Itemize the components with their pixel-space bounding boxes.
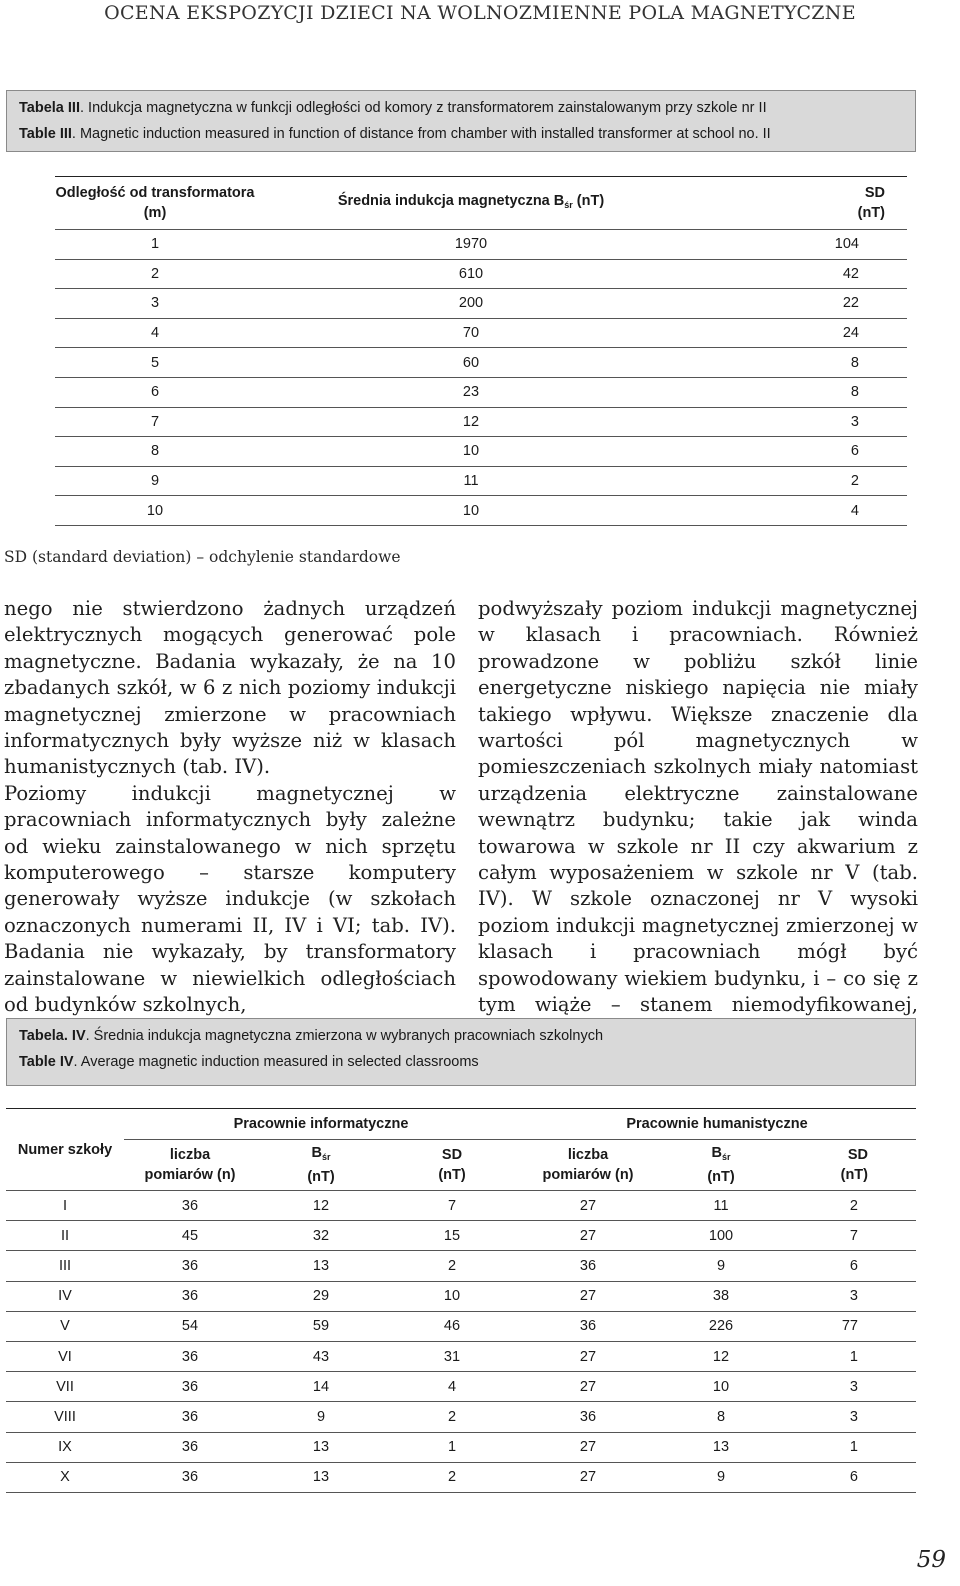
- table-cell: 10: [658, 1372, 784, 1402]
- table-cell: 7: [386, 1191, 518, 1221]
- table-cell: 22: [687, 289, 907, 319]
- table-cell: 1: [55, 230, 255, 260]
- table-cell: 9: [256, 1402, 386, 1432]
- header-it-sd: SD (nT): [386, 1140, 518, 1191]
- header-sd: SD (nT): [687, 177, 907, 230]
- table-row: [55, 496, 907, 526]
- table-cell: 1: [386, 1432, 518, 1462]
- header-group-it: Pracownie informatyczne: [124, 1109, 518, 1140]
- table-cell: 36: [124, 1341, 256, 1371]
- table4: [6, 1108, 916, 1493]
- table-cell: 9: [55, 466, 255, 496]
- table-cell: 27: [518, 1341, 658, 1371]
- table-cell: 6: [784, 1462, 916, 1492]
- caption-text: . Magnetic induction measured in function of distance from chamber with installed transformer at school no. II: [71, 126, 771, 142]
- header-mean-induction: Średnia indukcja magnetyczna $B_{śr}$ (nT): [255, 177, 687, 230]
- table-cell: 36: [124, 1402, 256, 1432]
- table-cell: 3: [687, 407, 907, 437]
- table-cell: 2: [386, 1251, 518, 1281]
- table-cell: 1: [784, 1432, 916, 1462]
- table-cell: 27: [518, 1462, 658, 1492]
- table-cell: II: [6, 1221, 124, 1251]
- table-cell: 27: [518, 1221, 658, 1251]
- table3: [55, 176, 907, 526]
- table-cell: 4: [687, 496, 907, 526]
- table-cell: 23: [255, 377, 687, 407]
- table-row: [6, 1311, 916, 1341]
- table3-caption-en: [19, 121, 903, 147]
- table-cell: 9: [658, 1251, 784, 1281]
- header-it-count: liczba pomiarów (n): [124, 1140, 256, 1191]
- table-cell: 2: [784, 1191, 916, 1221]
- table-cell: 42: [687, 259, 907, 289]
- caption-text: . Average magnetic induction measured in selected classrooms: [73, 1054, 479, 1070]
- table-cell: 46: [386, 1311, 518, 1341]
- table-cell: 32: [256, 1221, 386, 1251]
- table-cell: 8: [658, 1402, 784, 1432]
- table-cell: IV: [6, 1281, 124, 1311]
- table-cell: 11: [658, 1191, 784, 1221]
- table-cell: VIII: [6, 1402, 124, 1432]
- table-cell: 9: [658, 1462, 784, 1492]
- caption-label: Table III: [19, 126, 72, 142]
- table-cell: 6: [687, 437, 907, 467]
- header-group-humanities: Pracownie humanistyczne: [518, 1109, 916, 1140]
- header-it-b: $B_{śr}$ (nT): [256, 1140, 386, 1191]
- table-cell: 3: [55, 289, 255, 319]
- table-cell: 12: [256, 1191, 386, 1221]
- caption-text: . Indukcja magnetyczna w funkcji odległości od komory z transformatorem zainstalowanym przy szkole nr II: [79, 100, 767, 116]
- table-cell: 13: [256, 1251, 386, 1281]
- table-row: [6, 1372, 916, 1402]
- table-cell: 27: [518, 1432, 658, 1462]
- table-row: [55, 318, 907, 348]
- header-distance: Odległość od transformatora (m): [55, 177, 255, 230]
- table-cell: 27: [518, 1281, 658, 1311]
- table-cell: 13: [256, 1432, 386, 1462]
- table-row: [55, 259, 907, 289]
- table-cell: V: [6, 1311, 124, 1341]
- table-cell: 43: [256, 1341, 386, 1371]
- table-cell: 13: [256, 1462, 386, 1492]
- table-cell: I: [6, 1191, 124, 1221]
- header-hum-sd: SD (nT): [784, 1140, 916, 1191]
- table-cell: 10: [255, 496, 687, 526]
- table-cell: 36: [124, 1251, 256, 1281]
- table-cell: 36: [518, 1311, 658, 1341]
- table-cell: 29: [256, 1281, 386, 1311]
- table-cell: 5: [55, 348, 255, 378]
- table-row: [55, 348, 907, 378]
- table-cell: 6: [784, 1251, 916, 1281]
- table3-caption-pl: [19, 95, 903, 121]
- table-row: [55, 230, 907, 260]
- table-row: [6, 1341, 916, 1371]
- paragraph: nego nie stwierdzono żadnych urządzeń elektrycznych mogących generować pole magnetyczne. Badania wykazały, że na 10 zbadanych szkół, w 6 z nich poziomy indukcji magnetycznej zmierzone w pracowniach informatycznych były wyższe niż w klasach humanistycznych (tab. IV).: [4, 597, 456, 779]
- table-row: [6, 1251, 916, 1281]
- table4-column-row: [6, 1140, 916, 1191]
- table-cell: 36: [124, 1432, 256, 1462]
- table-row: [6, 1191, 916, 1221]
- table4-caption-en: [19, 1049, 903, 1075]
- table-cell: 4: [386, 1372, 518, 1402]
- table-cell: VII: [6, 1372, 124, 1402]
- table-cell: 3: [784, 1281, 916, 1311]
- table-row: [55, 289, 907, 319]
- paragraph: Poziomy indukcji magnetycznej w pracowniach informatycznych były zależne od wieku zainstalowanego w nich sprzętu komputerowego – starsze komputery generowały wyższe indukcje (w szkołach oznaczonych numerami II, IV i VI; tab. IV). Badania nie wykazały, by transformatory zainstalowane w niewielkich odległościach od budynków szkolnych,: [4, 781, 456, 1017]
- caption-label: Tabela III: [19, 100, 80, 116]
- table-cell: 59: [256, 1311, 386, 1341]
- table-cell: 3: [784, 1372, 916, 1402]
- table-cell: 8: [55, 437, 255, 467]
- body-column-left: [4, 596, 456, 1019]
- table-cell: 70: [255, 318, 687, 348]
- table-cell: 8: [687, 348, 907, 378]
- table-row: [55, 377, 907, 407]
- paragraph: podwyższały poziom indukcji magnetycznej w klasach i pracowniach. Również prowadzone w pobliżu szkół linie energetyczne niskiego napięcia nie miały takiego wpływu. Większe znaczenie dla wartości pól magnetycznych w pomieszczeniach szkolnych miały natomiast urządzenia elektryczne zainstalowane wewnątrz budynku; takie jak winda towarowa w szkole nr II czy akwarium z całym wyposażeniem w szkole nr V (tab. IV). W szkole oznaczonej nr V wysoki poziom indukcji magnetycznej zmierzonej w klasach i pracowniach mógł być spowodowany wiekiem budynku, i – co się z tym wiąże – stanem niemodyfikowanej,: [478, 597, 918, 1017]
- table-cell: VI: [6, 1341, 124, 1371]
- table-cell: 77: [784, 1311, 916, 1341]
- table-cell: 12: [658, 1341, 784, 1371]
- table-cell: 31: [386, 1341, 518, 1371]
- table-cell: 12: [255, 407, 687, 437]
- table-cell: IX: [6, 1432, 124, 1462]
- table-cell: 6: [55, 377, 255, 407]
- table-cell: 7: [55, 407, 255, 437]
- table-cell: 2: [386, 1402, 518, 1432]
- table-cell: 2: [687, 466, 907, 496]
- table-cell: 200: [255, 289, 687, 319]
- table-cell: 11: [255, 466, 687, 496]
- table-row: [6, 1462, 916, 1492]
- page-number: 59: [916, 1547, 946, 1573]
- table-cell: 36: [124, 1281, 256, 1311]
- table-cell: 226: [658, 1311, 784, 1341]
- table4-caption: [6, 1018, 916, 1086]
- body-column-right: [478, 596, 918, 1045]
- header-hum-count: liczba pomiarów (n): [518, 1140, 658, 1191]
- table-cell: 10: [55, 496, 255, 526]
- header-school-number: Numer szkoły: [6, 1109, 124, 1191]
- table-row: [6, 1281, 916, 1311]
- table-cell: 13: [658, 1432, 784, 1462]
- table-cell: 1: [784, 1341, 916, 1371]
- table-cell: 2: [386, 1462, 518, 1492]
- table-row: [55, 407, 907, 437]
- table-cell: 2: [55, 259, 255, 289]
- table-cell: 24: [687, 318, 907, 348]
- table3-caption: [6, 90, 916, 152]
- table-row: [6, 1221, 916, 1251]
- table4-caption-pl: [19, 1023, 903, 1049]
- table-cell: 10: [255, 437, 687, 467]
- running-head: OCENA EKSPOZYCJI DZIECI NA WOLNOZMIENNE POLA MAGNETYCZNE: [104, 2, 856, 24]
- table-cell: 8: [687, 377, 907, 407]
- table-cell: 36: [124, 1191, 256, 1221]
- table-row: [6, 1432, 916, 1462]
- caption-label: Tabela. IV: [19, 1028, 86, 1044]
- table-cell: X: [6, 1462, 124, 1492]
- table-cell: 10: [386, 1281, 518, 1311]
- header-hum-b: $B_{śr}$ (nT): [658, 1140, 784, 1191]
- table-cell: 45: [124, 1221, 256, 1251]
- table-cell: 3: [784, 1402, 916, 1432]
- table-cell: 36: [518, 1251, 658, 1281]
- table3-header-row: [55, 177, 907, 230]
- table-cell: 36: [124, 1462, 256, 1492]
- table-cell: 610: [255, 259, 687, 289]
- caption-label: Table IV: [19, 1054, 74, 1070]
- table-cell: 7: [784, 1221, 916, 1251]
- table-cell: 1970: [255, 230, 687, 260]
- table-cell: 27: [518, 1372, 658, 1402]
- table-cell: 4: [55, 318, 255, 348]
- table4-group-row: [6, 1109, 916, 1140]
- table-cell: 38: [658, 1281, 784, 1311]
- table-cell: 36: [518, 1402, 658, 1432]
- caption-text: . Średnia indukcja magnetyczna zmierzona w wybranych pracowniach szkolnych: [85, 1028, 604, 1044]
- table-cell: 27: [518, 1191, 658, 1221]
- table-cell: 54: [124, 1311, 256, 1341]
- table-cell: 15: [386, 1221, 518, 1251]
- table-cell: 100: [658, 1221, 784, 1251]
- table-cell: III: [6, 1251, 124, 1281]
- table-cell: 36: [124, 1372, 256, 1402]
- table3-footnote: SD (standard deviation) – odchylenie standardowe: [4, 548, 401, 566]
- table-row: [6, 1402, 916, 1432]
- table-cell: 60: [255, 348, 687, 378]
- table-row: [55, 437, 907, 467]
- table-cell: 104: [687, 230, 907, 260]
- table-row: [55, 466, 907, 496]
- table-cell: 14: [256, 1372, 386, 1402]
